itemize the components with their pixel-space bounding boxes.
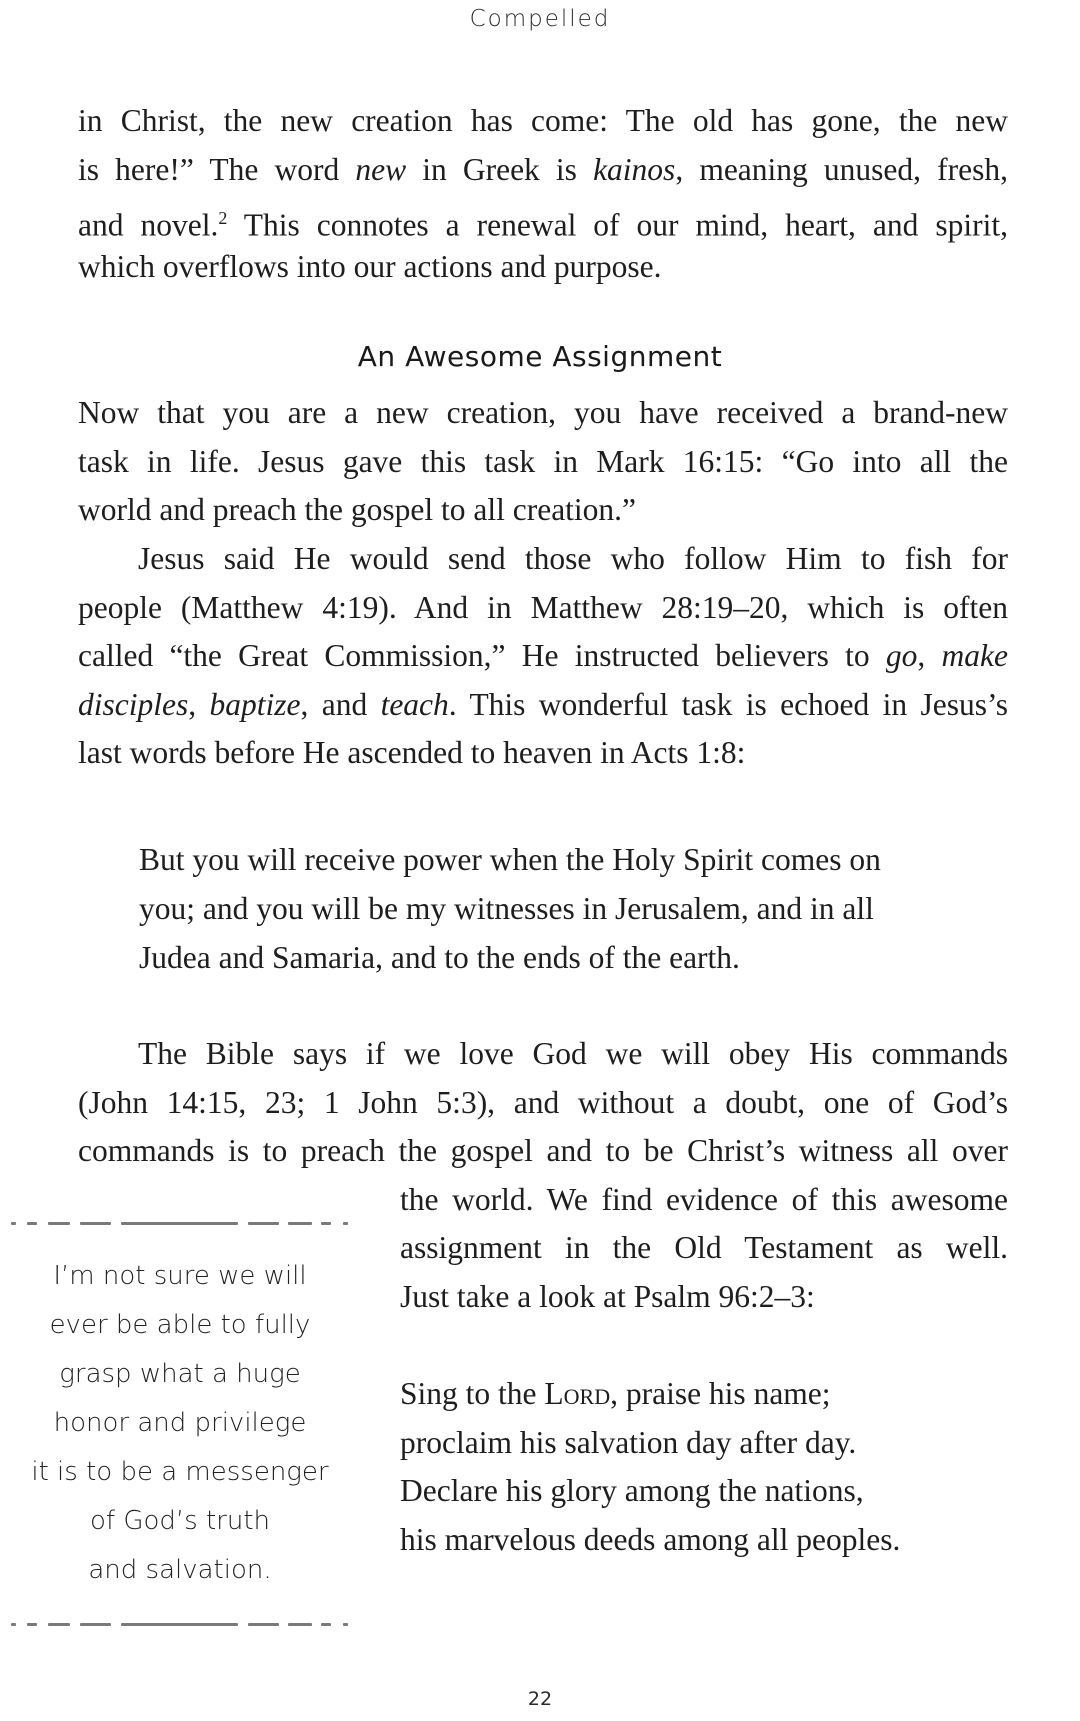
italic-text: teach — [380, 687, 449, 722]
paragraph-line: (John 14:15, 23; 1 John 5:3), and without a doubt, one of God’s — [78, 1085, 1008, 1120]
italic-text: disciples — [78, 687, 189, 722]
running-head: Compelled — [469, 6, 611, 32]
paragraph-line: Now that you are a new creation, you have received a brand-new — [78, 395, 1008, 430]
section-heading: An Awesome Assignment — [357, 340, 723, 373]
italic-text: go — [885, 638, 918, 673]
pull-quote-line: I’m not sure we will — [53, 1261, 307, 1291]
quote-line: But you will receive power when the Holy Spirit comes on — [139, 842, 881, 877]
paragraph-line: disciples, baptize, and teach. This wonderful task is echoed in Jesus’s — [78, 687, 1009, 722]
paragraph-line: the world. We find evidence of this awesome — [400, 1182, 1008, 1217]
dashed-divider-bottom — [0, 1623, 360, 1627]
small-caps-text: Lord — [544, 1376, 611, 1411]
italic-text: make — [941, 638, 1008, 673]
italic-text: baptize — [209, 687, 301, 722]
quote-line: Sing to the Lord, praise his name; — [400, 1376, 831, 1411]
paragraph-line: Just take a look at Psalm 96:2–3: — [400, 1279, 815, 1314]
paragraph-line: Jesus said He would send those who follow Him to fish for — [138, 541, 1008, 576]
paragraph-line: task in life. Jesus gave this task in Mark 16:15: “Go into all the — [78, 444, 1008, 479]
quote-line: you; and you will be my witnesses in Jerusalem, and in all — [139, 891, 874, 926]
pull-quote-line: honor and privilege — [53, 1408, 307, 1438]
paragraph-line: The Bible says if we love God we will obey His commands — [138, 1036, 1008, 1071]
quote-line: Declare his glory among the nations, — [400, 1473, 864, 1508]
page-number: 22 — [527, 1688, 553, 1710]
italic-text: new — [355, 152, 407, 187]
paragraph-line: is here!” The word new in Greek is kainos, meaning unused, fresh, — [78, 152, 1008, 187]
pull-quote-line: grasp what a huge — [59, 1359, 301, 1389]
paragraph-line: commands is to preach the gospel and to be Christ’s witness all over — [78, 1133, 1008, 1168]
paragraph-line: which overflows into our actions and purpose. — [78, 249, 662, 284]
quote-line: his marvelous deeds among all peoples. — [400, 1522, 901, 1557]
quote-line: Judea and Samaria, and to the ends of the earth. — [139, 940, 740, 975]
paragraph-line: last words before He ascended to heaven in Acts 1:8: — [78, 735, 746, 770]
pull-quote-line: ever be able to fully — [49, 1310, 311, 1340]
paragraph-line: called “the Great Commission,” He instructed believers to go, make — [78, 638, 1008, 673]
italic-text: kainos — [593, 152, 676, 187]
dashed-divider-top — [0, 1222, 360, 1226]
paragraph-line: in Christ, the new creation has come: The old has gone, the new — [78, 103, 1008, 138]
pull-quote-line: of God’s truth — [90, 1506, 270, 1536]
paragraph-line: and novel.$^2$ This connotes a renewal of our mind, heart, and spirit, — [78, 207, 1008, 243]
pull-quote-line: and salvation. — [88, 1555, 272, 1585]
paragraph-line: world and preach the gospel to all creation.” — [78, 492, 637, 527]
paragraph-line: assignment in the Old Testament as well. — [400, 1230, 1008, 1265]
paragraph-line: people (Matthew 4:19). And in Matthew 28:19–20, which is often — [78, 590, 1008, 625]
pull-quote-line: it is to be a messenger — [31, 1457, 329, 1487]
quote-line: proclaim his salvation day after day. — [400, 1425, 857, 1460]
footnote-ref: 2 — [218, 208, 228, 228]
